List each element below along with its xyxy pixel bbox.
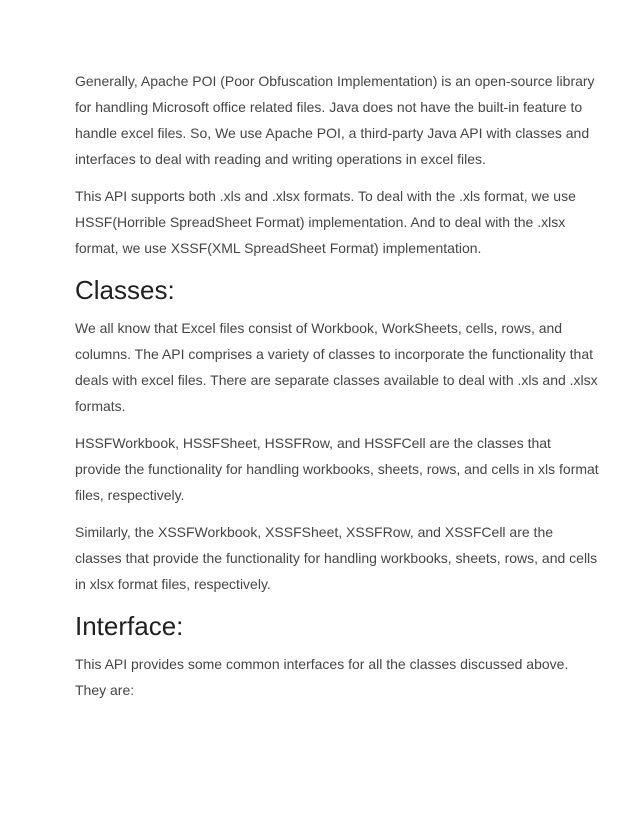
text-line: Generally, Apache POI (Poor Obfuscation Implementation) is an open-source library: [75, 73, 595, 89]
classes-heading: Classes:: [75, 275, 175, 305]
text-line: This API provides some common interfaces for all the classes discussed above.: [75, 656, 569, 672]
text-line: provide the functionality for handling workbooks, sheets, rows, and cells in xls format: [75, 461, 599, 477]
text-line: HSSF(Horrible SpreadSheet Format) implementation. And to deal with the .xlsx: [75, 214, 566, 230]
classes-paragraph-1: [75, 315, 598, 419]
classes-paragraph-3: [75, 519, 598, 597]
text-line: This API supports both .xls and .xlsx formats. To deal with the .xls format, we use: [75, 188, 576, 204]
text-line: HSSFWorkbook, HSSFSheet, HSSFRow, and HSSFCell are the classes that: [75, 435, 551, 451]
text-line: in xlsx format files, respectively.: [75, 576, 271, 592]
interface-paragraph-1: [75, 651, 569, 703]
text-line: columns. The API comprises a variety of classes to incorporate the functionality that: [75, 346, 593, 362]
intro-paragraph-1: [75, 68, 595, 172]
text-line: for handling Microsoft office related files. Java does not have the built-in feature to: [75, 99, 583, 115]
interface-heading: Interface:: [75, 611, 184, 641]
text-line: deals with excel files. There are separate classes available to deal with .xls and .xlsx: [75, 372, 598, 388]
text-line: format, we use XSSF(XML SpreadSheet Format) implementation.: [75, 240, 482, 256]
document-page: [75, 68, 599, 714]
text-line: Similarly, the XSSFWorkbook, XSSFSheet, XSSFRow, and XSSFCell are the: [75, 524, 554, 540]
text-line: files, respectively.: [75, 487, 185, 503]
text-line: formats.: [75, 398, 126, 414]
text-line: They are:: [75, 682, 135, 698]
text-line: interfaces to deal with reading and writing operations in excel files.: [75, 151, 486, 167]
text-line: We all know that Excel files consist of Workbook, WorkSheets, cells, rows, and: [75, 320, 563, 336]
text-line: handle excel files. So, We use Apache POI, a third-party Java API with classes and: [75, 125, 590, 141]
intro-paragraph-2: [75, 183, 576, 261]
classes-paragraph-2: [75, 430, 599, 508]
text-line: classes that provide the functionality for handling workbooks, sheets, rows, and cells: [75, 550, 598, 566]
